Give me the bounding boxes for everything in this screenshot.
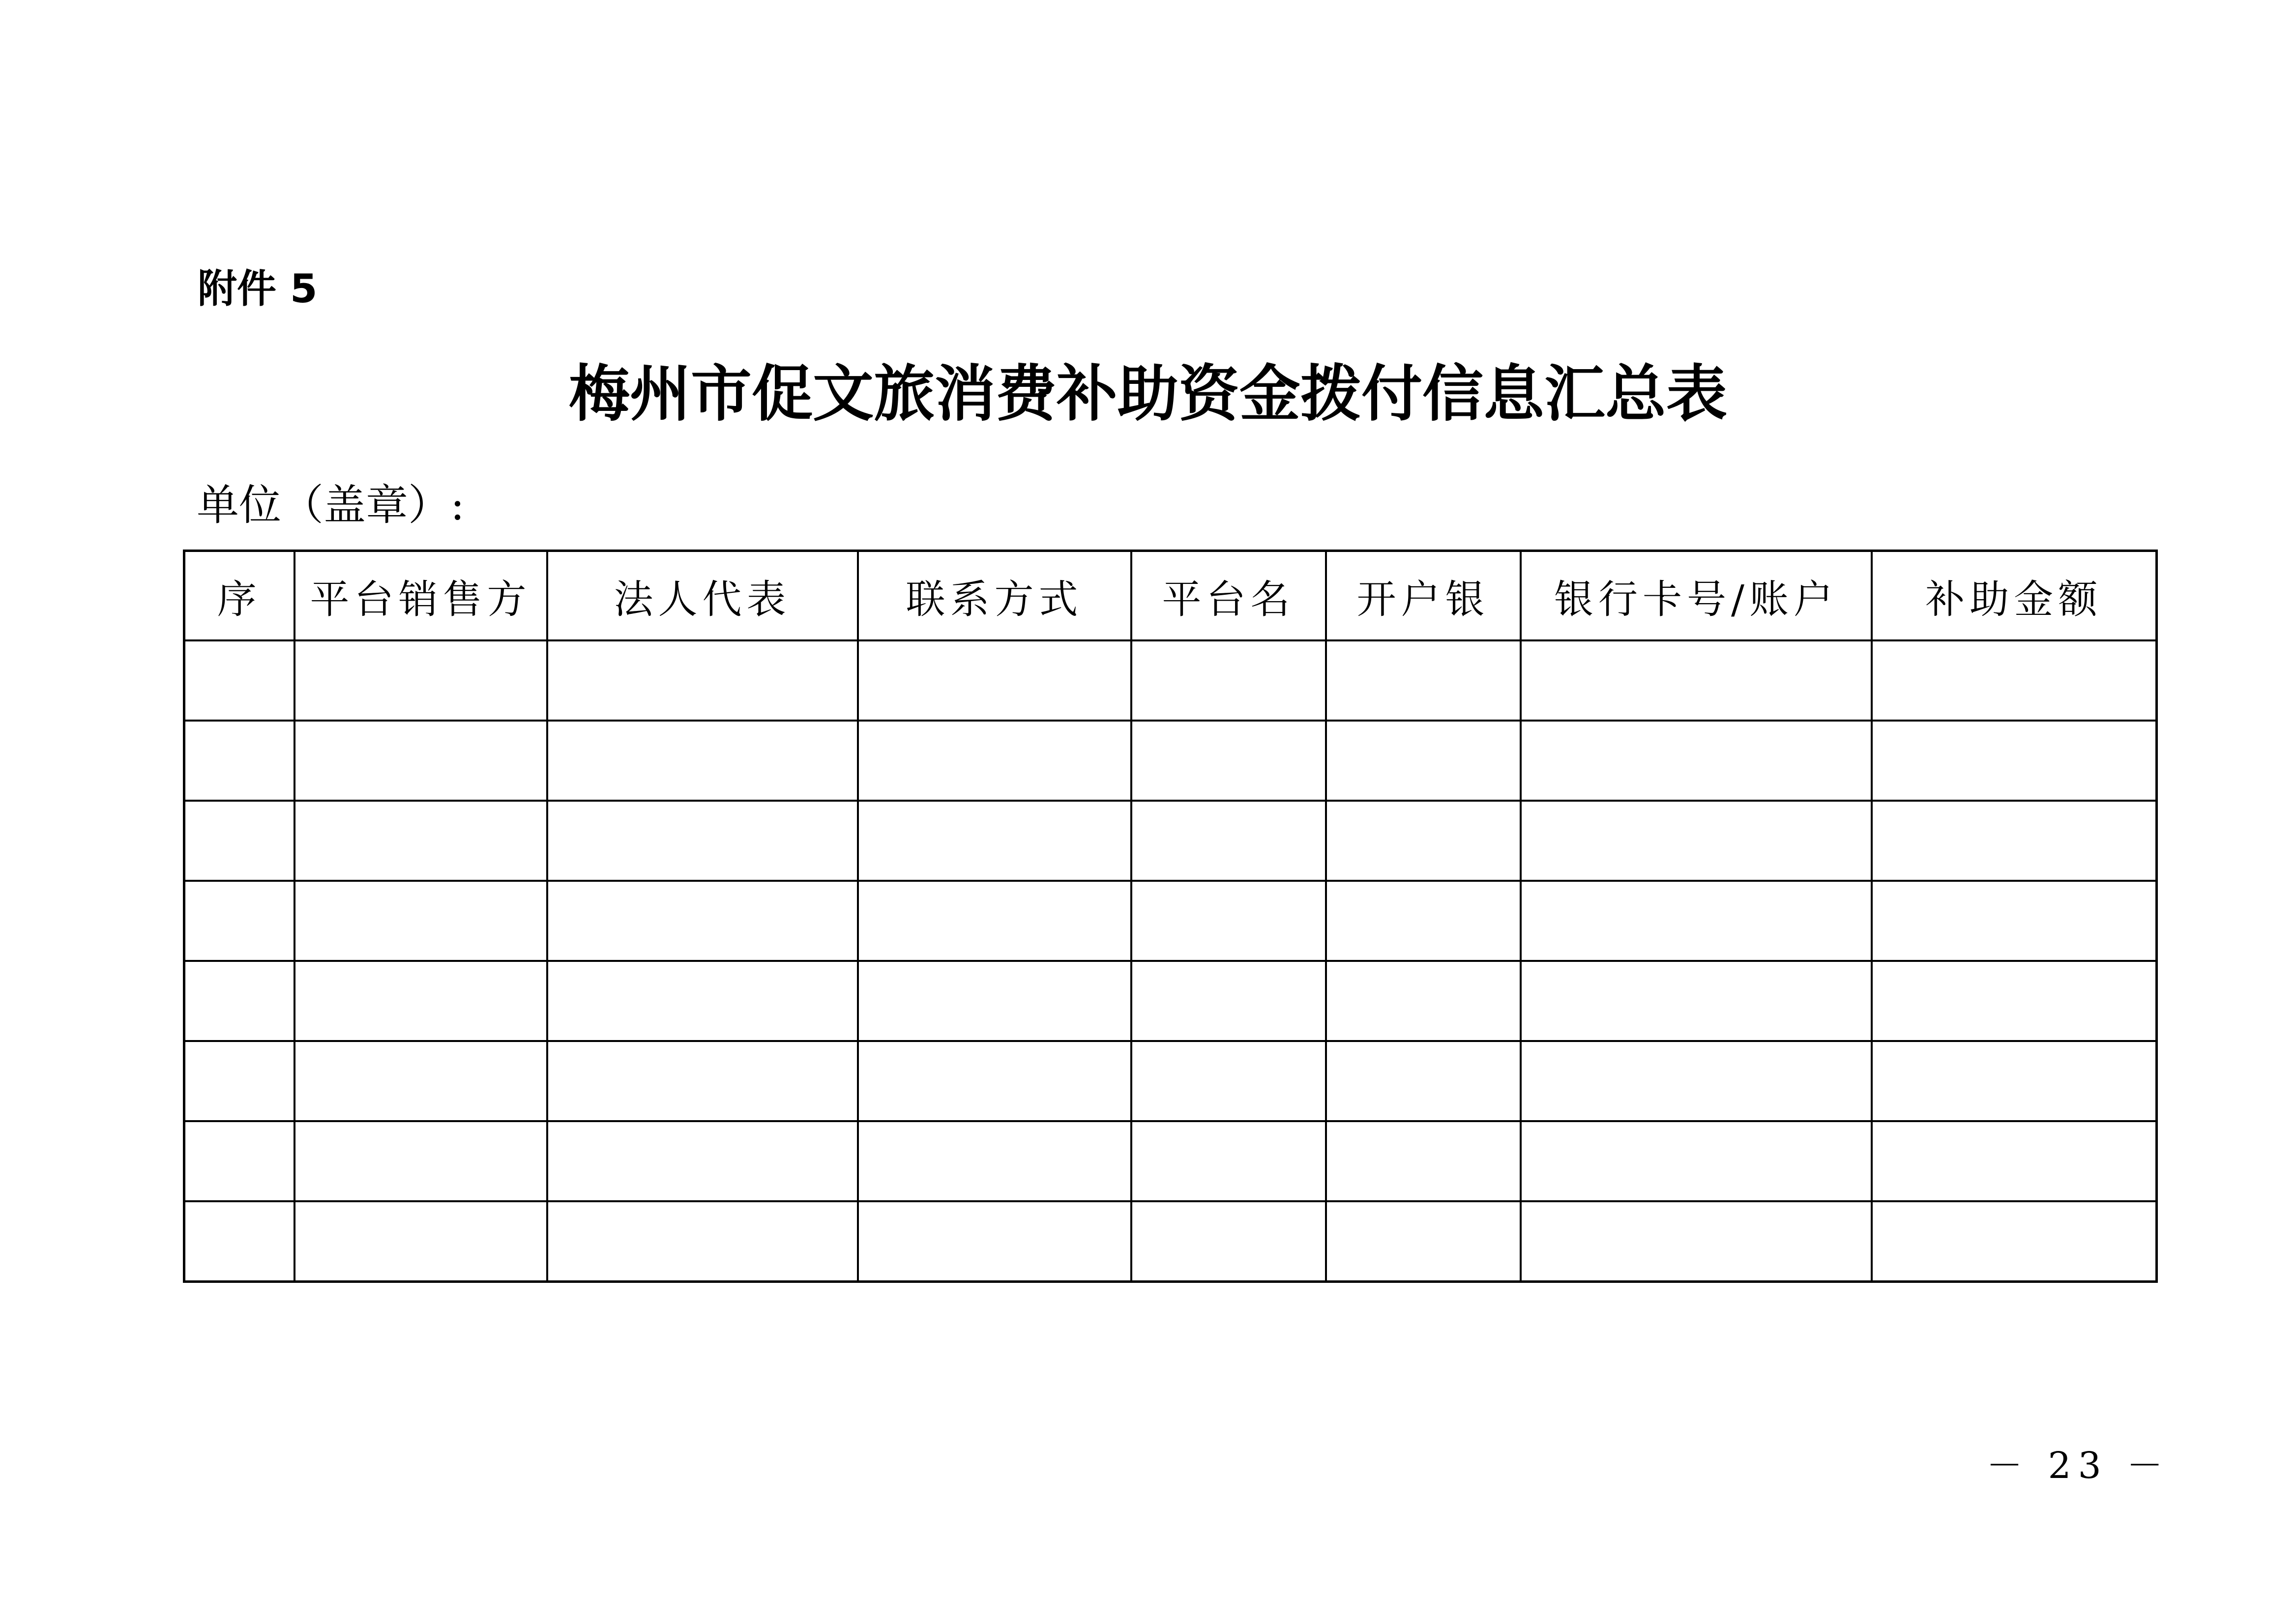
table-cell [547,721,858,801]
table-cell [858,1201,1131,1282]
table-cell [1131,961,1326,1041]
table-cell [1521,1041,1872,1121]
table-row [184,1041,2157,1121]
table-cell [1131,881,1326,961]
table-cell [858,721,1131,801]
table-cell [1326,1121,1521,1201]
subsidy-info-table [183,550,2158,1283]
table-cell [1326,640,1521,721]
table-cell [1872,1041,2157,1121]
table-cell [184,801,294,881]
page-title: 梅州市促文旅消费补助资金拨付信息汇总表 [568,358,1727,430]
table-cell [1521,721,1872,801]
column-header-seller: 平台销售方 [294,551,547,641]
table-cell [1872,1201,2157,1282]
table-cell [1131,1041,1326,1121]
table-header-row [184,551,2157,641]
column-header-amount: 补助金额 [1872,551,2157,641]
table-cell [1872,881,2157,961]
unit-seal-label: 单位（盖章）: [197,481,465,530]
table-cell [858,640,1131,721]
table-row [184,801,2157,881]
column-header-legal-rep: 法人代表 [547,551,858,641]
table-cell [1326,721,1521,801]
table-cell [1131,721,1326,801]
table-cell [1521,881,1872,961]
table-cell [294,801,547,881]
table-cell [1521,640,1872,721]
table-cell [547,640,858,721]
table-cell [184,961,294,1041]
table-cell [1326,801,1521,881]
table-cell [858,1121,1131,1201]
table-cell [294,1201,547,1282]
table-cell [1872,721,2157,801]
table-row [184,961,2157,1041]
table-cell [1326,1041,1521,1121]
table-cell [858,1041,1131,1121]
table-cell [1521,1201,1872,1282]
column-header-contact: 联系方式 [858,551,1131,641]
table-cell [1872,640,2157,721]
table-cell [547,1201,858,1282]
table-cell [184,881,294,961]
column-header-account: 银行卡号/账户 [1521,551,1872,641]
table-cell [1131,1201,1326,1282]
table-cell [184,721,294,801]
table-cell [1131,640,1326,721]
table-cell [184,640,294,721]
column-header-bank: 开户银 [1326,551,1521,641]
table-cell [1131,1121,1326,1201]
table-cell [184,1041,294,1121]
table-cell [1326,881,1521,961]
page-number: － 23 － [1986,1445,2170,1487]
table-cell [1521,1121,1872,1201]
table-row [184,1201,2157,1282]
table-cell [858,961,1131,1041]
column-header-index: 序 [184,551,294,641]
table-cell [1872,961,2157,1041]
table-cell [858,881,1131,961]
table-cell [1326,961,1521,1041]
table-cell [294,721,547,801]
table-row [184,881,2157,961]
table-cell [1131,801,1326,881]
table-row [184,1121,2157,1201]
table-row [184,640,2157,721]
table-cell [547,801,858,881]
table-cell [547,881,858,961]
table-cell [294,881,547,961]
table-cell [294,1121,547,1201]
table-cell [1521,801,1872,881]
table-cell [1521,961,1872,1041]
table-cell [547,961,858,1041]
table-cell [1872,1121,2157,1201]
table-cell [294,1041,547,1121]
table-cell [547,1041,858,1121]
table-cell [294,640,547,721]
column-header-platform-name: 平台名 [1131,551,1326,641]
table-cell [184,1121,294,1201]
table-cell [1326,1201,1521,1282]
table-cell [547,1121,858,1201]
table-row [184,721,2157,801]
table-cell [184,1201,294,1282]
attachment-label: 附件 5 [198,266,318,312]
table-cell [294,961,547,1041]
table-cell [1872,801,2157,881]
table-cell [858,801,1131,881]
